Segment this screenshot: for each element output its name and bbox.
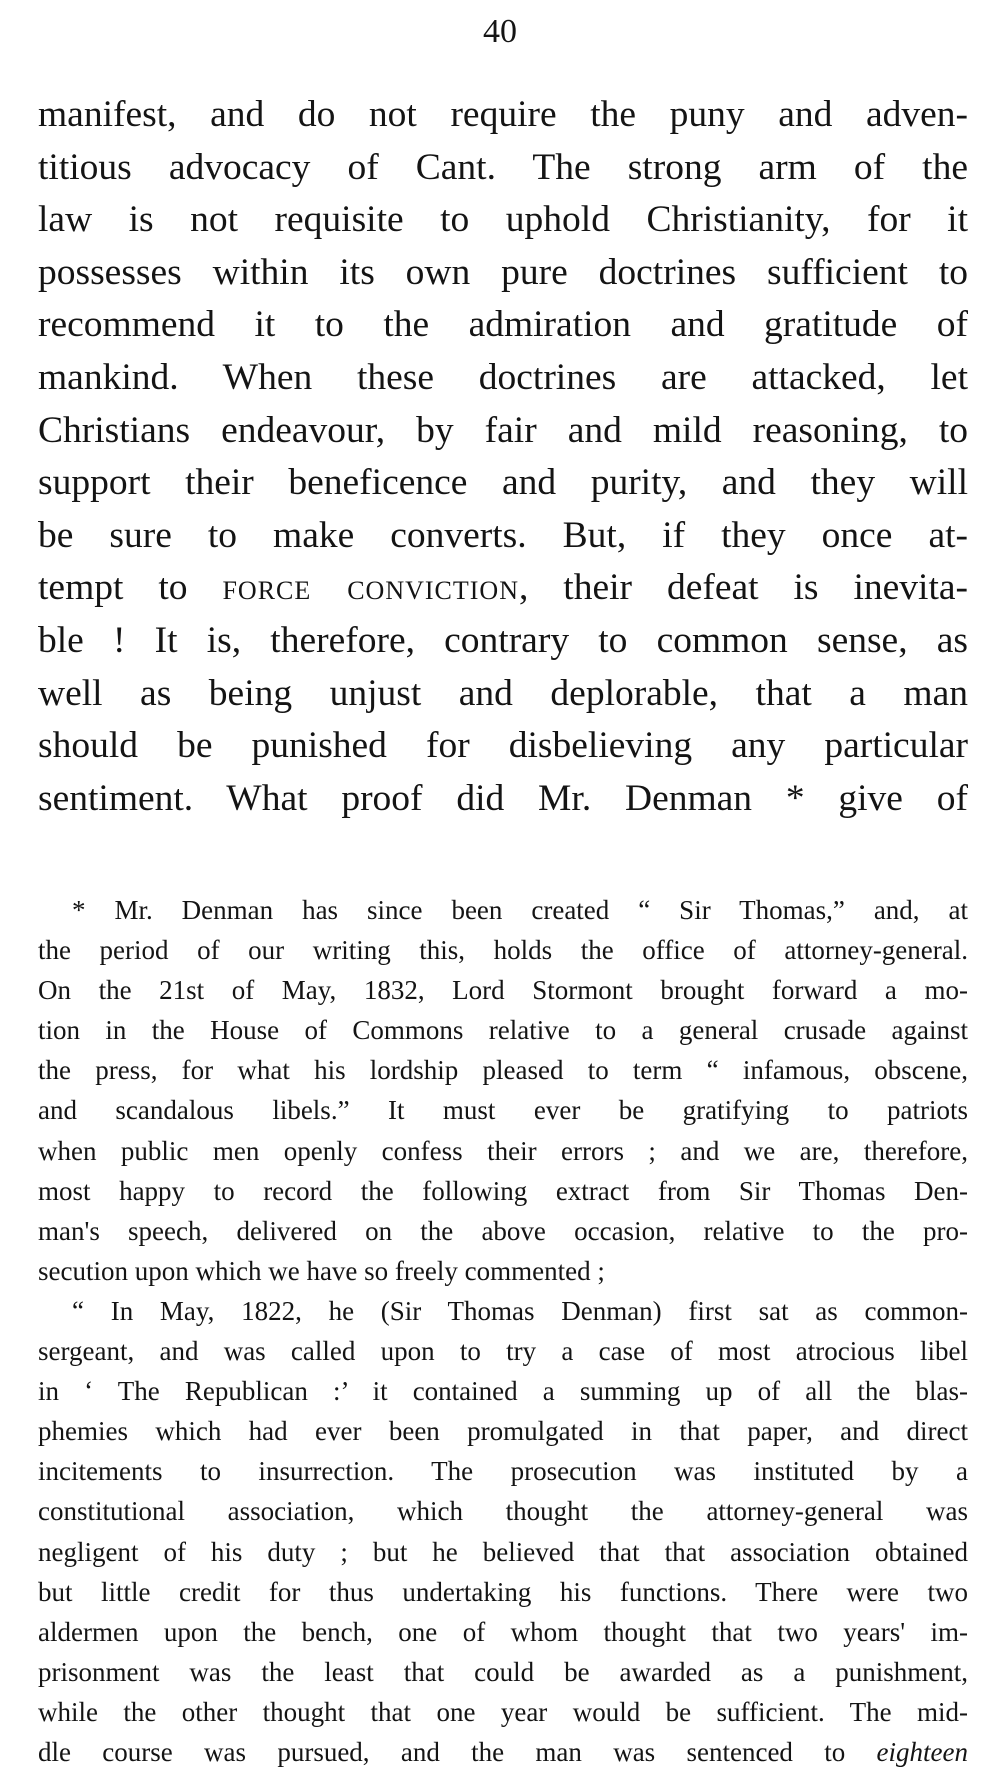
footnote-line: tion in the House of Commons relative to a general crusade against <box>38 1015 968 1046</box>
footnote-line: most happy to record the following extract from Sir Thomas Den- <box>38 1175 968 1206</box>
page-number: 40 <box>483 13 517 50</box>
body-line: Christians endeavour, by fair and mild reasoning, to <box>38 409 968 451</box>
body-line: recommend it to the admiration and gratitude of <box>38 304 968 346</box>
footnote-quote-paragraph <box>38 1291 968 1772</box>
footnote-line: when public men openly confess their errors ; and we are, therefore, <box>38 1135 968 1166</box>
quote-line: incitements to insurrection. The prosecution was instituted by a <box>38 1456 968 1487</box>
quote-line: negligent of his duty ; but he believed that that association obtained <box>38 1536 968 1567</box>
body-line: well as being unjust and deplorable, that a man <box>38 672 968 714</box>
quote-line: “ In May, 1822, he (Sir Thomas Denman) first sat as common- <box>72 1295 968 1326</box>
body-line: be sure to make converts. But, if they once at- <box>38 514 968 556</box>
footnote-line: the period of our writing this, holds the office of attorney-general. <box>38 935 968 966</box>
footnote-section <box>38 890 968 1772</box>
footnote-line: On the 21st of May, 1832, Lord Stormont brought forward a mo- <box>38 975 968 1006</box>
quote-text-segment: dle course was pursued, and the man was sentenced to <box>38 1736 846 1767</box>
quote-line: constitutional association, which thought the attorney-general was <box>38 1496 968 1527</box>
body-line: titious advocacy of Cant. The strong arm of the <box>38 146 968 188</box>
body-line-with-small-caps <box>38 562 968 615</box>
eighteen-italic: eighteen <box>876 1736 968 1767</box>
quote-line: prisonment was the least that could be awarded as a punishment, <box>38 1656 968 1687</box>
main-body-text <box>38 89 968 825</box>
body-line: sentiment. What proof did Mr. Denman * give of <box>38 777 968 819</box>
body-line: law is not requisite to uphold Christianity, for it <box>38 199 968 241</box>
body-line: possesses within its own pure doctrines sufficient to <box>38 251 968 293</box>
footnote-paragraph <box>38 890 968 1291</box>
quote-line: in ‘ The Republican :’ it contained a summing up of all the blas- <box>38 1376 968 1407</box>
quote-line: but little credit for thus undertaking his functions. There were two <box>38 1576 968 1607</box>
body-line: should be punished for disbelieving any particular <box>38 725 968 767</box>
body-text-segment: tempt to <box>38 567 188 609</box>
body-line: mankind. When these doctrines are attacked, let <box>38 356 968 398</box>
quote-line-with-italic <box>38 1732 968 1772</box>
body-line: support their beneficence and purity, and they will <box>38 462 968 504</box>
quote-line: sergeant, and was called upon to try a case of most atrocious libel <box>38 1336 968 1367</box>
footnote-line: man's speech, delivered on the above occasion, relative to the pro- <box>38 1215 968 1246</box>
body-line: manifest, and do not require the puny and adven- <box>38 94 968 135</box>
footnote-line: and scandalous libels.” It must ever be gratifying to patriots <box>38 1095 968 1126</box>
quote-line: aldermen upon the bench, one of whom thought that two years' im- <box>38 1616 968 1647</box>
quote-line: while the other thought that one year would be sufficient. The mid- <box>38 1696 968 1727</box>
quote-line: phemies which had ever been promulgated in that paper, and direct <box>38 1416 968 1447</box>
footnote-line: secution upon which we have so freely commented ; <box>38 1255 605 1286</box>
force-conviction-small-caps: force conviction <box>222 567 519 609</box>
footnote-line: the press, for what his lordship pleased to term “ infamous, obscene, <box>38 1055 968 1086</box>
footnote-line: * Mr. Denman has since been created “ Sir Thomas,” and, at <box>72 895 968 925</box>
body-text-segment: , their defeat is inevita- <box>518 567 968 609</box>
body-line: ble ! It is, therefore, contrary to common sense, as <box>38 619 968 661</box>
